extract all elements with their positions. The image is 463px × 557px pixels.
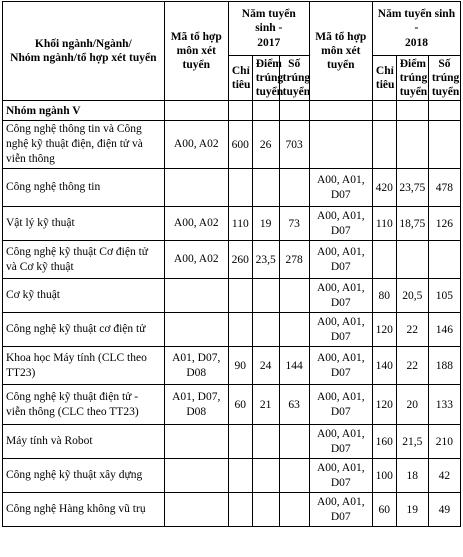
subject-code-2018: A00, A01, D07: [309, 207, 372, 241]
subject-code-2017: A01, D07, D08: [164, 347, 228, 385]
admitted-2017: [279, 459, 309, 493]
score-2018: 21,5: [396, 425, 428, 459]
empty-cell: [228, 101, 252, 121]
admitted-2018: [428, 241, 460, 279]
quota-2018: 420: [372, 169, 396, 207]
subject-code-2018: A00, A01, D07: [309, 459, 372, 493]
empty-cell: [372, 101, 396, 121]
score-2018: 22: [396, 347, 428, 385]
admitted-2018: 210: [428, 425, 460, 459]
header-sub-line: Số: [288, 58, 301, 70]
admitted-2017: 73: [279, 207, 309, 241]
score-2017: [252, 279, 279, 313]
quota-2017: [228, 425, 252, 459]
quota-2017: 600: [228, 121, 252, 169]
quota-2018: 100: [372, 459, 396, 493]
admitted-2018: [428, 121, 460, 169]
table-row: [3, 493, 461, 527]
subject-code-2017: [164, 169, 228, 207]
subject-code-2017: A01, D07, D08: [164, 385, 228, 425]
header-name-line: Nhóm ngành/tổ hợp xét tuyển: [10, 52, 157, 65]
subject-code-2017: [164, 493, 228, 527]
table-row: [3, 207, 461, 241]
score-2017: 21: [252, 385, 279, 425]
table-row: [3, 459, 461, 493]
header-code-line: môn xét: [321, 45, 361, 58]
header-sub-line: tiêu: [231, 79, 251, 92]
header-name-line: Khối ngành/Ngành/: [34, 38, 132, 50]
header-sub-line: Chỉ: [375, 65, 394, 77]
header-year-line: Năm tuyển sinh -: [377, 8, 456, 35]
header-sub-line: tuyển: [282, 86, 311, 99]
table-row: [3, 279, 461, 313]
subject-code-2018: A00, A01, D07: [309, 493, 372, 527]
header-code-2018: [309, 2, 372, 101]
header-row-1: [3, 2, 461, 56]
subject-code-2018: A00, A01, D07: [309, 313, 372, 347]
header-code-line: tuyển: [182, 59, 210, 72]
quota-2018: 60: [372, 493, 396, 527]
empty-cell: [279, 101, 309, 121]
score-2018: 22: [396, 313, 428, 347]
quota-2018: [372, 241, 396, 279]
admissions-table: [2, 1, 461, 527]
major-name: Cơ kỹ thuật: [3, 279, 165, 313]
admitted-2018: 188: [428, 347, 460, 385]
admitted-2018: 42: [428, 459, 460, 493]
major-name: Công nghệ kỹ thuật xây dựng: [3, 459, 165, 493]
header-diem-2018: [396, 56, 428, 101]
header-chi-tieu-2017: [228, 56, 252, 101]
quota-2017: 110: [228, 207, 252, 241]
admitted-2018: 133: [428, 385, 460, 425]
score-2017: [252, 425, 279, 459]
score-2017: 23,5: [252, 241, 279, 279]
subject-code-2017: A00, A02: [164, 241, 228, 279]
quota-2018: 80: [372, 279, 396, 313]
subject-code-2018: A00, A01, D07: [309, 279, 372, 313]
header-sub-line: trúng: [255, 72, 284, 85]
header-sub-line: Số: [438, 58, 451, 70]
quota-2017: [228, 279, 252, 313]
header-so-2018: [428, 56, 460, 101]
score-2018: [396, 121, 428, 169]
major-name: Công nghệ kỹ thuật Cơ điện tử và Cơ kỹ thuật: [3, 241, 165, 279]
group-label: Nhóm ngành V: [3, 101, 165, 121]
header-code-line: tuyển: [327, 59, 355, 72]
empty-cell: [396, 101, 428, 121]
table-row: [3, 385, 461, 425]
major-name: Khoa học Máy tính (CLC theo TT23): [3, 347, 165, 385]
header-code-line: Mã tổ hợp: [170, 31, 222, 43]
header-sub-line: tuyển: [255, 86, 284, 99]
header-sub-line: Điểm: [255, 58, 282, 70]
group-row: [3, 101, 461, 121]
major-name: Công nghệ kỹ thuật cơ điện tử: [3, 313, 165, 347]
empty-cell: [252, 101, 279, 121]
admitted-2018: 146: [428, 313, 460, 347]
table-row: [3, 425, 461, 459]
subject-code-2017: [164, 459, 228, 493]
empty-cell: [309, 101, 372, 121]
subject-code-2017: [164, 279, 228, 313]
score-2017: [252, 459, 279, 493]
header-sub-line: tuyển: [399, 86, 428, 99]
major-name: Công nghệ kỹ thuật điện tử - viễn thông (CLC theo TT23): [3, 385, 165, 425]
score-2018: [396, 241, 428, 279]
admitted-2017: [279, 313, 309, 347]
score-2017: 19: [252, 207, 279, 241]
header-year-2018: [372, 2, 460, 56]
major-name: Vật lý kỹ thuật: [3, 207, 165, 241]
score-2017: [252, 169, 279, 207]
admitted-2018: 478: [428, 169, 460, 207]
subject-code-2018: A00, A01, D07: [309, 241, 372, 279]
subject-code-2018: A00, A01, D07: [309, 347, 372, 385]
major-name: Công nghệ thông tin: [3, 169, 165, 207]
table-row: [3, 121, 461, 169]
admitted-2017: [279, 425, 309, 459]
quota-2017: 60: [228, 385, 252, 425]
header-sub-line: tiêu: [375, 79, 395, 92]
quota-2018: [372, 121, 396, 169]
quota-2017: 260: [228, 241, 252, 279]
header-year-line: 2018: [404, 36, 428, 49]
major-name: Công nghệ thông tin và Công nghệ kỹ thuật điện, điện tử và viễn thông: [3, 121, 165, 169]
score-2017: [252, 313, 279, 347]
subject-code-2017: A00, A02: [164, 207, 228, 241]
score-2017: 26: [252, 121, 279, 169]
subject-code-2017: [164, 425, 228, 459]
quota-2017: [228, 313, 252, 347]
header-name: [3, 2, 165, 101]
quota-2018: 120: [372, 313, 396, 347]
empty-cell: [428, 101, 460, 121]
header-sub-line: Điểm: [399, 58, 426, 70]
admitted-2017: [279, 279, 309, 313]
subject-code-2018: [309, 121, 372, 169]
header-year-2017: [228, 2, 309, 56]
quota-2017: [228, 169, 252, 207]
table-row: [3, 313, 461, 347]
header-code-2017: [164, 2, 228, 101]
score-2018: 18,75: [396, 207, 428, 241]
header-chi-tieu-2018: [372, 56, 396, 101]
admitted-2017: 278: [279, 241, 309, 279]
score-2017: [252, 493, 279, 527]
score-2018: 20,5: [396, 279, 428, 313]
quota-2018: 110: [372, 207, 396, 241]
header-code-line: môn xét: [176, 45, 216, 58]
admitted-2017: [279, 493, 309, 527]
subject-code-2018: A00, A01, D07: [309, 169, 372, 207]
subject-code-2018: A00, A01, D07: [309, 425, 372, 459]
table-row: [3, 241, 461, 279]
header-sub-line: trúng: [399, 72, 428, 85]
quota-2018: 140: [372, 347, 396, 385]
subject-code-2017: [164, 313, 228, 347]
score-2018: 20: [396, 385, 428, 425]
quota-2017: [228, 493, 252, 527]
score-2018: 18: [396, 459, 428, 493]
score-2018: 19: [396, 493, 428, 527]
header-year-line: 2017: [257, 36, 281, 49]
admitted-2018: 49: [428, 493, 460, 527]
header-so-2017: [279, 56, 309, 101]
table-row: [3, 347, 461, 385]
header-diem-2017: [252, 56, 284, 101]
quota-2018: 120: [372, 385, 396, 425]
header-sub-line: trúng: [282, 72, 311, 85]
subject-code-2018: A00, A01, D07: [309, 385, 372, 425]
empty-cell: [164, 101, 228, 121]
score-2017: 24: [252, 347, 279, 385]
quota-2017: 90: [228, 347, 252, 385]
subject-code-2017: A00, A02: [164, 121, 228, 169]
header-year-line: Năm tuyển sinh -: [241, 8, 296, 35]
table-row: [3, 169, 461, 207]
header-code-line: Mã tổ hợp: [315, 31, 367, 43]
admitted-2017: 703: [279, 121, 309, 169]
admitted-2018: 105: [428, 279, 460, 313]
header-sub-line: tuyển: [431, 86, 460, 99]
quota-2018: 160: [372, 425, 396, 459]
major-name: Máy tính và Robot: [3, 425, 165, 459]
quota-2017: [228, 459, 252, 493]
header-sub-line: Chỉ: [231, 65, 250, 77]
major-name: Công nghệ Hàng không vũ trụ: [3, 493, 165, 527]
admitted-2018: 126: [428, 207, 460, 241]
score-2018: 23,75: [396, 169, 428, 207]
admitted-2017: 63: [279, 385, 309, 425]
admitted-2017: 144: [279, 347, 309, 385]
admitted-2017: [279, 169, 309, 207]
header-sub-line: trúng: [431, 72, 460, 85]
